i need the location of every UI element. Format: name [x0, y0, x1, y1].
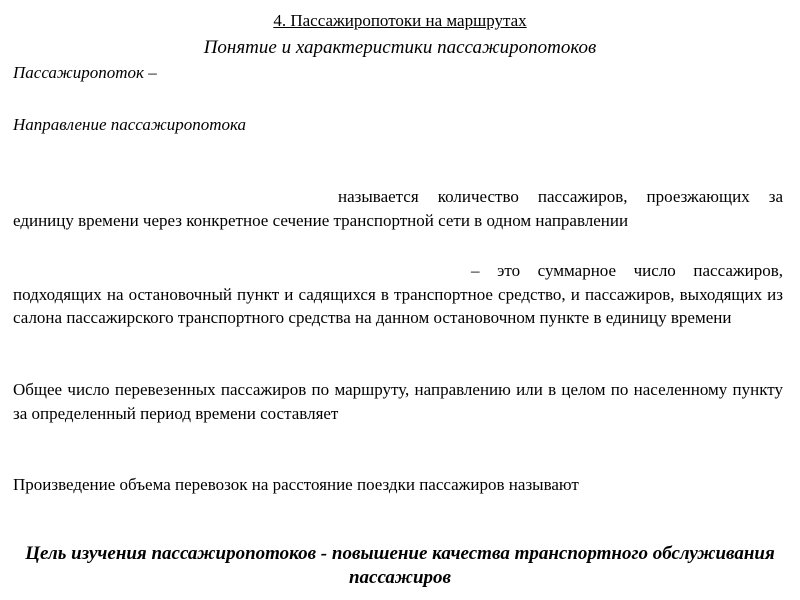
section-title: 4. Пассажиропотоки на маршрутах: [273, 11, 527, 30]
paragraph-capacity: называется количество пассажиров, проезжающих за единицу времени через конкретное сечение транспортной сети в одном направлении: [13, 187, 783, 230]
term-passenger-flow: Пассажиропоток –: [13, 63, 157, 82]
paragraph-stop-exchange: – это суммарное число пассажиров, подходящих на остановочный пункт и садящихся в транспортное средство, и пассажиров, выходящих из салона пассажирского транспортного средства на данном остановочном пункте в единицу времени: [13, 261, 783, 327]
term-direction: Направление пассажиропотока: [13, 115, 247, 134]
goal-statement: Цель изучения пассажиропотоков - повышение качества транспортного обслуживания пассажиров: [25, 543, 775, 588]
paragraph-passenger-turnover: Произведение объема перевозок на расстояние поездки пассажиров называют: [13, 475, 579, 494]
subtitle: Понятие и характеристики пассажиропотоков: [203, 37, 597, 58]
paragraph-total-volume: Общее число перевезенных пассажиров по маршруту, направлению или в целом по населенному пункту за определенный период времени составляет: [13, 380, 783, 423]
